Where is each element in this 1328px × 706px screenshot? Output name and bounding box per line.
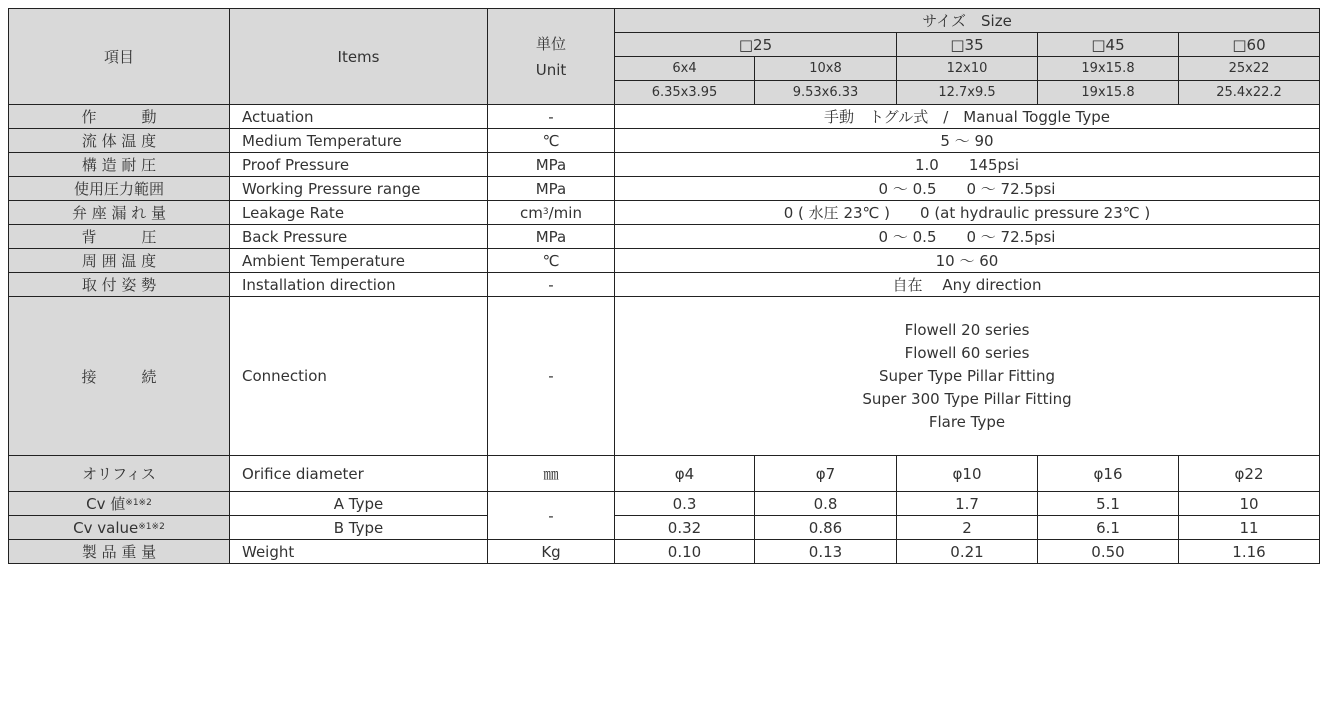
orifice-value: φ7 — [755, 456, 897, 492]
size-metric: 19x15.8 — [1038, 57, 1179, 81]
row-unit: MPa — [488, 153, 615, 177]
size-group-35: □35 — [897, 33, 1038, 57]
size-inch: 12.7x9.5 — [897, 81, 1038, 105]
row-label-jp: 弁 座 漏 れ 量 — [9, 201, 230, 225]
cv-value: 0.8 — [755, 492, 897, 516]
row-medium-temperature — [9, 129, 1320, 153]
row-label-en: Working Pressure range — [230, 177, 488, 201]
row-value: 0 ～ 0.5 0 ～ 72.5psi — [615, 225, 1320, 249]
weight-value: 0.50 — [1038, 540, 1179, 564]
row-ambient-temperature — [9, 249, 1320, 273]
row-label-jp: 接 続 — [9, 297, 230, 456]
row-label-en: Ambient Temperature — [230, 249, 488, 273]
header-item-jp: 項目 — [9, 9, 230, 105]
row-label-jp: 流 体 温 度 — [9, 129, 230, 153]
size-metric: 10x8 — [755, 57, 897, 81]
connection-item: Super 300 Type Pillar Fitting — [862, 389, 1072, 408]
connection-item: Flowell 20 series — [904, 320, 1030, 339]
row-unit — [488, 201, 615, 225]
row-label-en: Actuation — [230, 105, 488, 129]
unit-tail: /min — [548, 203, 582, 222]
row-connection — [9, 297, 1320, 456]
row-unit: ℃ — [488, 249, 615, 273]
row-unit: Kg — [488, 540, 615, 564]
size-group-45: □45 — [1038, 33, 1179, 57]
row-back-pressure — [9, 225, 1320, 249]
row-label-jp: 構 造 耐 圧 — [9, 153, 230, 177]
cv-value: 6.1 — [1038, 516, 1179, 540]
weight-value: 0.10 — [615, 540, 755, 564]
row-label-en: Weight — [230, 540, 488, 564]
row-unit: ℃ — [488, 129, 615, 153]
row-unit: MPa — [488, 177, 615, 201]
connection-list — [615, 297, 1320, 456]
row-label-jp: 背 圧 — [9, 225, 230, 249]
row-weight — [9, 540, 1320, 564]
connection-item: Super Type Pillar Fitting — [879, 366, 1055, 385]
row-value: 0 ～ 0.5 0 ～ 72.5psi — [615, 177, 1320, 201]
unit-superscript: 3 — [542, 206, 549, 217]
weight-value: 1.16 — [1179, 540, 1320, 564]
size-inch: 6.35x3.95 — [615, 81, 755, 105]
row-label-en: Orifice diameter — [230, 456, 488, 492]
cv-value: 11 — [1179, 516, 1320, 540]
cv-value: 1.7 — [897, 492, 1038, 516]
row-cv-a — [9, 492, 1320, 516]
row-unit: - — [488, 105, 615, 129]
row-label-jp: 周 囲 温 度 — [9, 249, 230, 273]
header-unit-en: Unit — [535, 60, 567, 79]
size-metric: 12x10 — [897, 57, 1038, 81]
row-unit: - — [488, 492, 615, 540]
row-label-jp: 製 品 重 量 — [9, 540, 230, 564]
row-leakage-rate — [9, 201, 1320, 225]
cv-note: ※1※2 — [138, 521, 165, 532]
cv-type-label: A Type — [230, 492, 488, 516]
row-orifice — [9, 456, 1320, 492]
orifice-value: φ4 — [615, 456, 755, 492]
header-items-en: Items — [230, 9, 488, 105]
orifice-value: φ10 — [897, 456, 1038, 492]
row-unit: - — [488, 297, 615, 456]
cv-value: 10 — [1179, 492, 1320, 516]
row-label-en: Installation direction — [230, 273, 488, 297]
size-inch: 9.53x6.33 — [755, 81, 897, 105]
row-unit: - — [488, 273, 615, 297]
header-unit-jp: 単位 — [535, 34, 566, 53]
size-inch: 25.4x22.2 — [1179, 81, 1320, 105]
cv-value: 0.86 — [755, 516, 897, 540]
row-value: 自在 Any direction — [615, 273, 1320, 297]
cv-value: 2 — [897, 516, 1038, 540]
size-group-60: □60 — [1179, 33, 1320, 57]
row-label-en: Proof Pressure — [230, 153, 488, 177]
row-label-en: Connection — [230, 297, 488, 456]
row-actuation — [9, 105, 1320, 129]
cv-type-label: B Type — [230, 516, 488, 540]
size-metric: 6x4 — [615, 57, 755, 81]
cv-en-text: Cv value — [73, 518, 139, 537]
cv-note: ※1※2 — [125, 498, 152, 508]
row-value: 5 ～ 90 — [615, 129, 1320, 153]
row-label-en: Medium Temperature — [230, 129, 488, 153]
spec-table — [8, 8, 1320, 564]
unit-main: cm — [520, 203, 543, 222]
orifice-value: φ22 — [1179, 456, 1320, 492]
row-value: 1.0 145psi — [615, 153, 1320, 177]
connection-item: Flowell 60 series — [904, 343, 1030, 362]
cv-jp-text: Cv 値 — [86, 495, 126, 513]
row-label-jp: 取 付 姿 勢 — [9, 273, 230, 297]
row-label-en: Back Pressure — [230, 225, 488, 249]
size-group-25: □25 — [615, 33, 897, 57]
row-label-jp: 作 動 — [9, 105, 230, 129]
weight-value: 0.21 — [897, 540, 1038, 564]
row-value: 0 ( 水圧 23℃ ) 0 (at hydraulic pressure 23℃ ) — [615, 201, 1320, 225]
cv-label-jp — [9, 492, 230, 516]
row-value: 10 ～ 60 — [615, 249, 1320, 273]
orifice-value: φ16 — [1038, 456, 1179, 492]
row-installation-direction — [9, 273, 1320, 297]
header-size-label: サイズ Size — [615, 9, 1320, 33]
row-unit: ㎜ — [488, 456, 615, 492]
size-inch: 19x15.8 — [1038, 81, 1179, 105]
row-working-pressure — [9, 177, 1320, 201]
row-proof-pressure — [9, 153, 1320, 177]
row-cv-b — [9, 516, 1320, 540]
cv-label-en — [9, 516, 230, 540]
weight-value: 0.13 — [755, 540, 897, 564]
header-unit — [488, 9, 615, 105]
connection-item: Flare Type — [928, 412, 1006, 431]
cv-value: 5.1 — [1038, 492, 1179, 516]
row-value: 手動 トグル式 / Manual Toggle Type — [615, 105, 1320, 129]
row-unit: MPa — [488, 225, 615, 249]
cv-value: 0.3 — [615, 492, 755, 516]
cv-value: 0.32 — [615, 516, 755, 540]
row-label-jp: オリフィス — [9, 456, 230, 492]
row-label-jp: 使用圧力範囲 — [9, 177, 230, 201]
row-label-en: Leakage Rate — [230, 201, 488, 225]
size-metric: 25x22 — [1179, 57, 1320, 81]
